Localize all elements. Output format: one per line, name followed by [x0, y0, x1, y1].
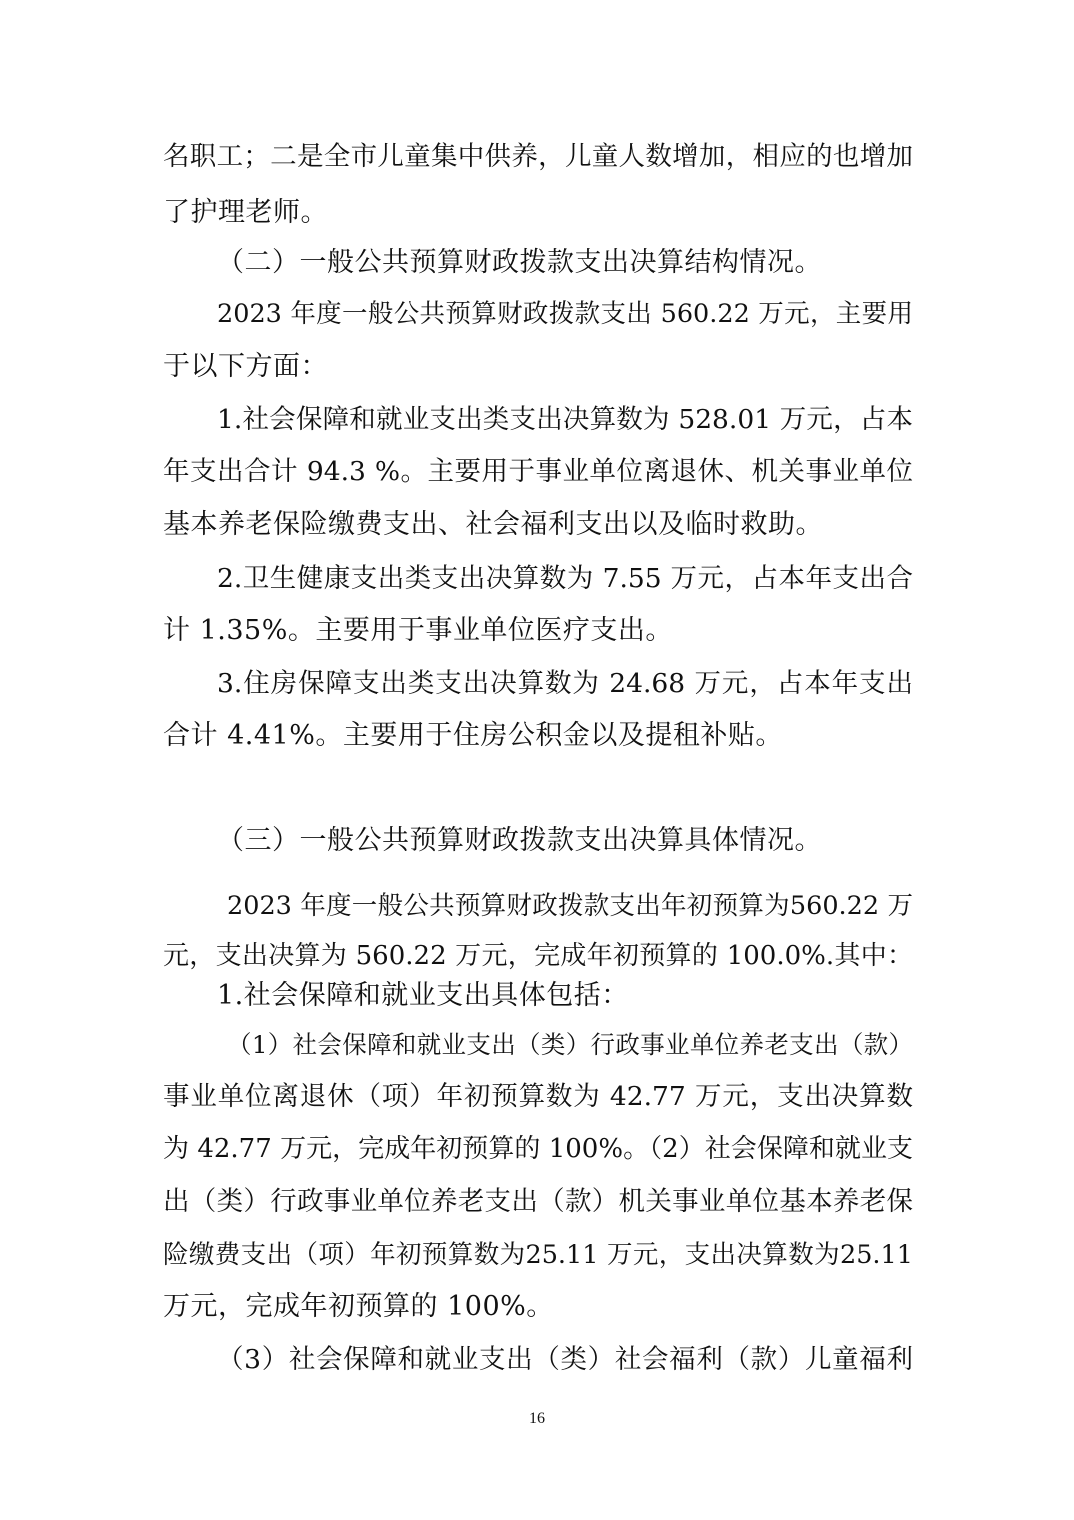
body-text-line: 事业单位离退休（项）年初预算数为 42.77 万元，支出决算数 [163, 1081, 913, 1112]
body-text-line: 了护理老师。 [163, 197, 328, 228]
body-text-line: 出（类）行政事业单位养老支出（款）机关事业单位基本养老保 [163, 1186, 913, 1217]
body-text-line: 年支出合计 94.3 %。主要用于事业单位离退休、机关事业单位 [163, 456, 913, 487]
body-text-line: （3）社会保障和就业支出（类）社会福利（款）儿童福利 [217, 1344, 913, 1375]
section-heading: （三）一般公共预算财政拨款支出决算具体情况。 [217, 825, 822, 856]
body-text-line: 2023 年度一般公共预算财政拨款支出年初预算为560.22 万 [227, 891, 913, 921]
page-number: 16 [529, 1410, 545, 1427]
body-text-line: 基本养老保险缴费支出、社会福利支出以及临时救助。 [163, 509, 823, 540]
section-heading: （二）一般公共预算财政拨款支出决算结构情况。 [217, 247, 822, 278]
body-text-line: 2.卫生健康支出类支出决算数为 7.55 万元，占本年支出合 [217, 563, 913, 594]
body-text-line: 合计 4.41%。主要用于住房公积金以及提租补贴。 [163, 720, 783, 751]
body-text-line: 元，支出决算为 560.22 万元，完成年初预算的 100.0%.其中： [163, 941, 913, 971]
body-text-line: 2023 年度一般公共预算财政拨款支出 560.22 万元，主要用 [217, 299, 913, 329]
body-text-line: 1.社会保障和就业支出具体包括： [217, 980, 629, 1011]
body-text-line: 于以下方面： [163, 351, 328, 382]
body-text-line: 3.住房保障支出类支出决算数为 24.68 万元，占本年支出 [217, 668, 913, 699]
body-text-line: 万元，完成年初预算的 100%。 [163, 1291, 554, 1322]
body-text-line: 名职工；二是全市儿童集中供养，儿童人数增加，相应的也增加 [163, 141, 913, 172]
body-text-line: 为 42.77 万元，完成年初预算的 100%。（2）社会保障和就业支 [163, 1134, 913, 1164]
body-text-line: 计 1.35%。主要用于事业单位医疗支出。 [163, 615, 673, 646]
body-text-line: 1.社会保障和就业支出类支出决算数为 528.01 万元，占本 [217, 404, 913, 435]
body-text-line: （1）社会保障和就业支出（类）行政事业单位养老支出（款） [227, 1030, 913, 1059]
body-text-line: 险缴费支出（项）年初预算数为25.11 万元，支出决算数为25.11 [163, 1240, 913, 1270]
